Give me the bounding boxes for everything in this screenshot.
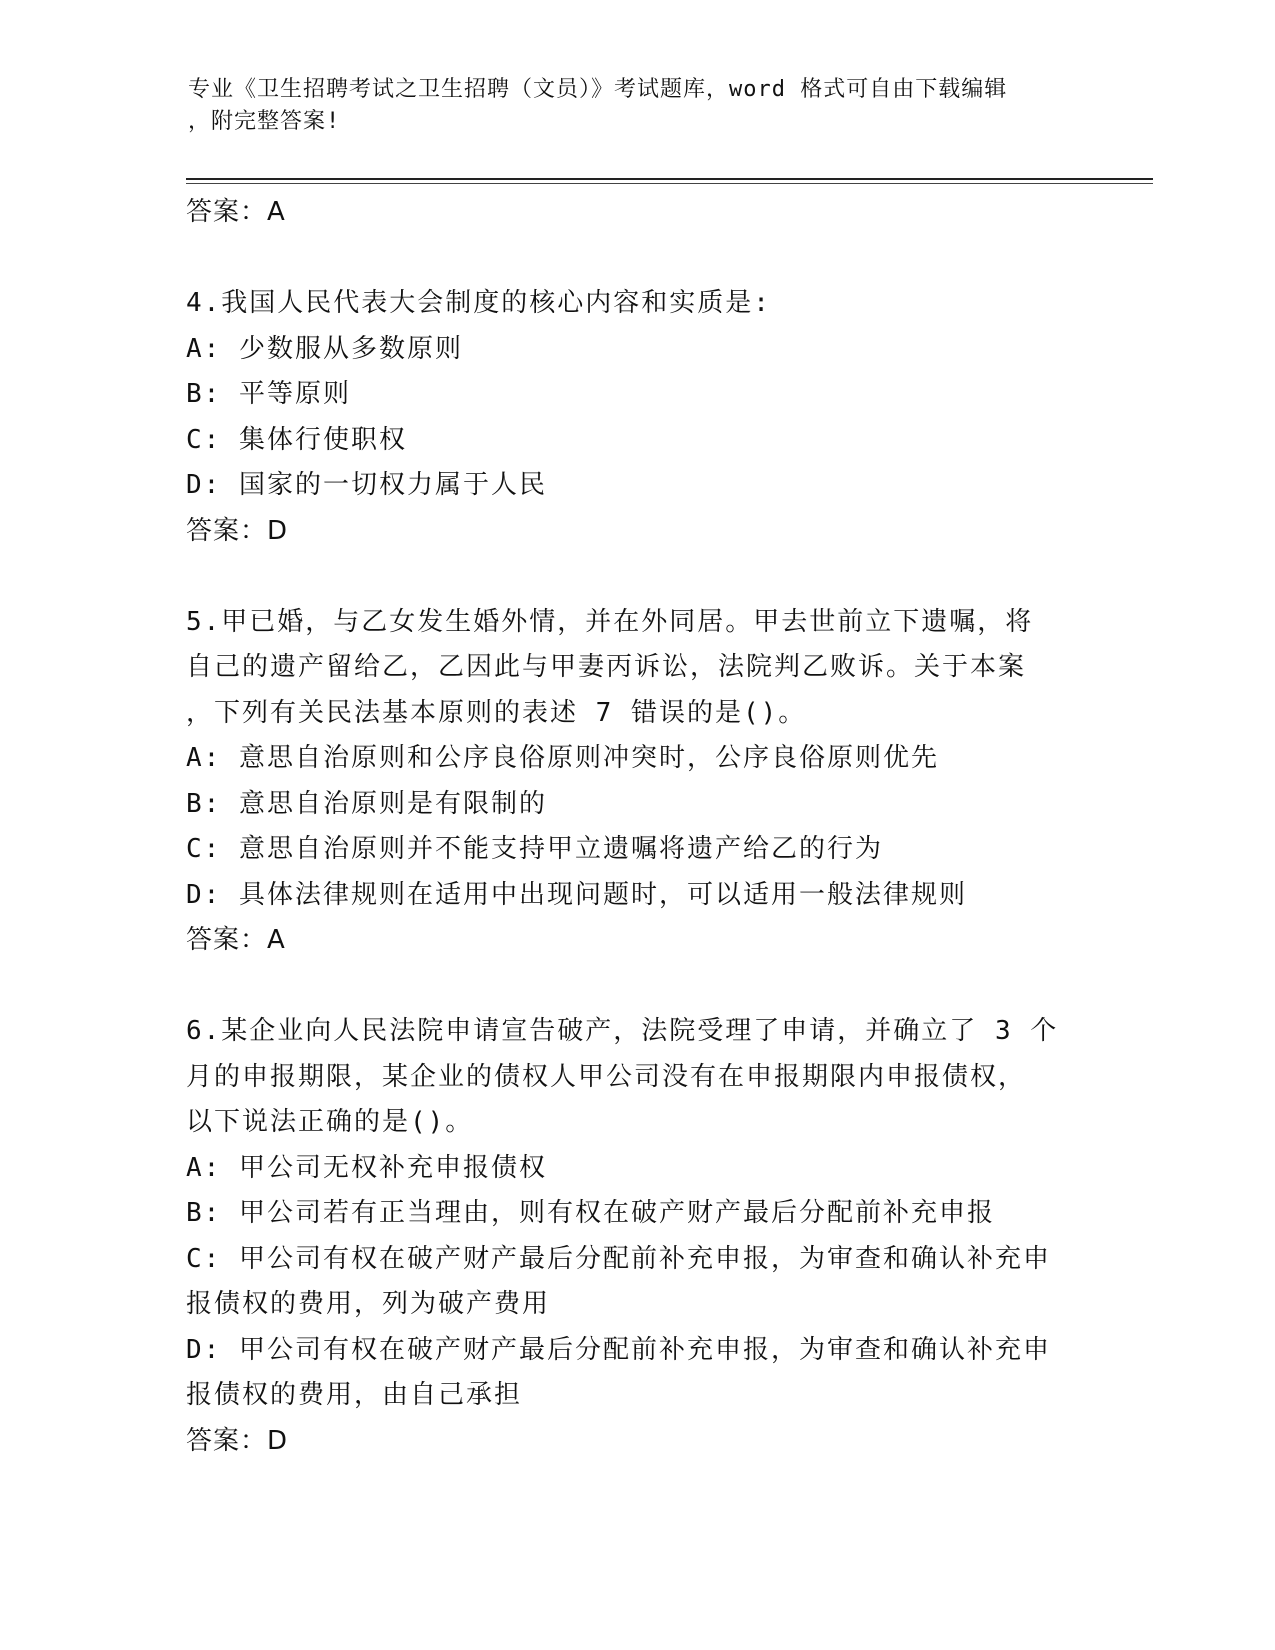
option-d: D: 甲公司有权在破产财产最后分配前补充申报，为审查和确认补充申: [186, 1334, 1051, 1365]
option-d: D: 国家的一切权力属于人民: [186, 470, 547, 500]
answer: 答案：D: [186, 1425, 289, 1456]
document-header: [188, 74, 1068, 138]
spacer: [186, 554, 1086, 600]
option-a: A: 意思自治原则和公序良俗原则冲突时，公序良俗原则优先: [186, 743, 939, 773]
option-c: C: 意思自治原则并不能支持甲立遗嘱将遗产给乙的行为: [186, 834, 883, 864]
question-text: 4.我国人民代表大会制度的核心内容和实质是:: [186, 288, 771, 318]
question-text-line: 自己的遗产留给乙，乙因此与甲妻丙诉讼，法院判乙败诉。关于本案: [186, 652, 1027, 682]
option-c-continued: 报债权的费用，列为破产费用: [186, 1289, 551, 1319]
option-a: A: 甲公司无权补充申报债权: [186, 1152, 547, 1183]
answer: 答案：D: [186, 515, 289, 546]
spacer: [186, 964, 1086, 1010]
question-text-line: 6.某企业向人民法院申请宣告破产，法院受理了申请，并确立了 3 个: [186, 1016, 1059, 1046]
question-5: [186, 600, 1086, 964]
answer-q3: 答案：A: [186, 197, 286, 227]
question-text-line: ，下列有关民法基本原则的表述 7 错误的是()。: [186, 697, 807, 728]
header-divider-thin: [186, 183, 1153, 184]
header-line-1: 专业《卫生招聘考试之卫生招聘（文员）》考试题库，word 格式可自由下载编辑: [188, 77, 1008, 102]
option-b: B: 意思自治原则是有限制的: [186, 788, 547, 819]
question-4: [186, 281, 1086, 554]
document-body: [186, 190, 1086, 1464]
option-d: D: 具体法律规则在适用中出现问题时，可以适用一般法律规则: [186, 879, 967, 910]
header-line-2: ，附完整答案!: [188, 109, 341, 134]
question-6: [186, 1009, 1086, 1464]
option-c: C: 甲公司有权在破产财产最后分配前补充申报，为审查和确认补充申: [186, 1243, 1051, 1274]
option-c: C: 集体行使职权: [186, 424, 407, 455]
header-divider-thick: [186, 178, 1153, 180]
option-a: A: 少数服从多数原则: [186, 333, 463, 364]
question-text-line: 5.甲已婚，与乙女发生婚外情，并在外同居。甲去世前立下遗嘱，将: [186, 606, 1034, 637]
question-text-line: 以下说法正确的是()。: [186, 1107, 474, 1137]
option-b: B: 甲公司若有正当理由，则有权在破产财产最后分配前补充申报: [186, 1198, 995, 1228]
question-text-line: 月的申报期限，某企业的债权人甲公司没有在申报期限内申报债权，: [186, 1061, 1027, 1092]
spacer: [186, 236, 1086, 282]
option-d-continued: 报债权的费用，由自己承担: [186, 1380, 523, 1410]
answer: 答案：A: [186, 925, 286, 955]
option-b: B: 平等原则: [186, 379, 351, 409]
